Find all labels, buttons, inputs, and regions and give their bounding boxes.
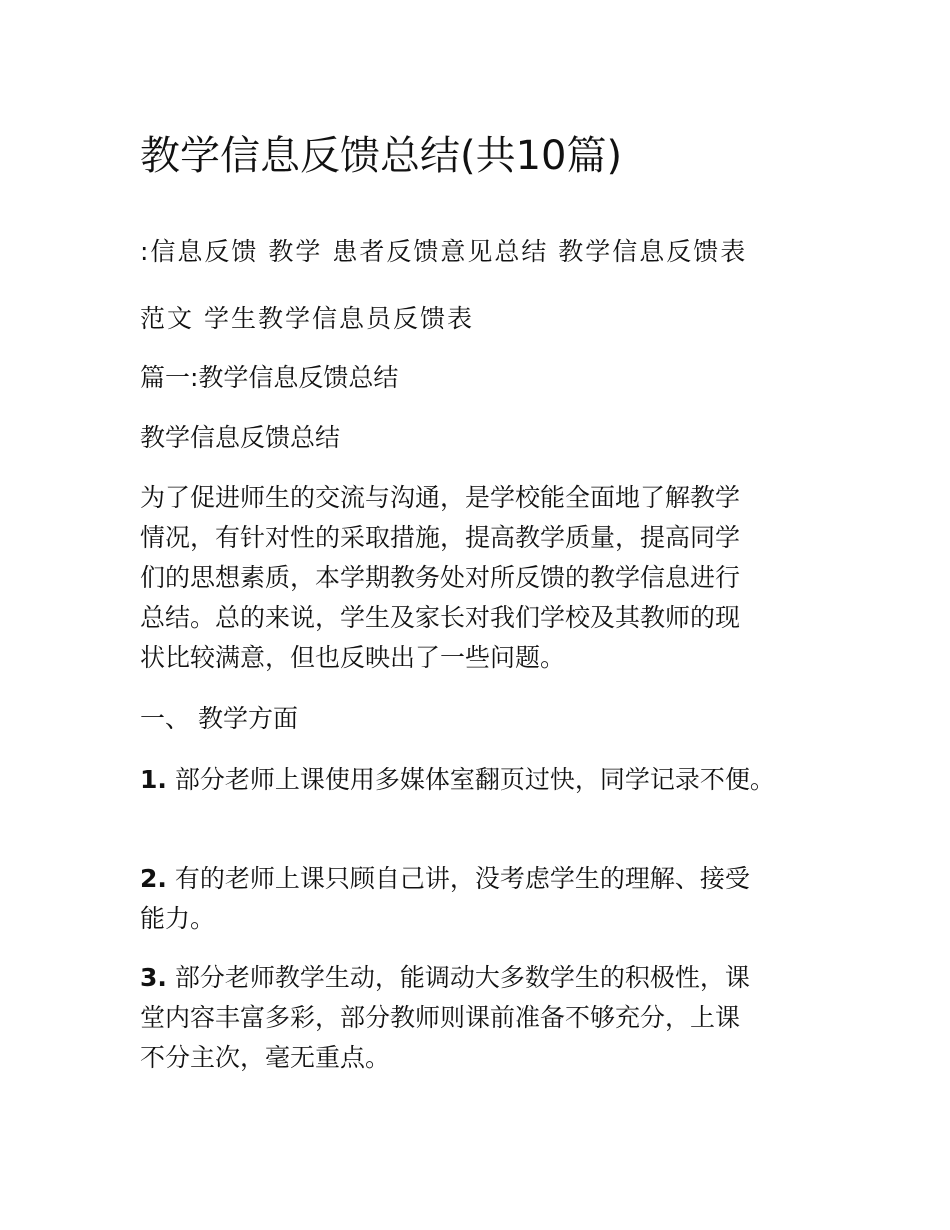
keywords-line-1: :信息反馈 教学 患者反馈意见总结 教学信息反馈表	[140, 237, 748, 266]
intro-line: 们的思想素质，本学期教务处对所反馈的教学信息进行	[140, 563, 741, 592]
chapter-heading: 篇一:教学信息反馈总结	[140, 363, 399, 392]
section-heading: 一、 教学方面	[140, 704, 298, 733]
item-3	[140, 958, 820, 1078]
item-text: 堂内容丰富多彩，部分教师则课前准备不够充分，上课	[140, 1003, 741, 1032]
item-text: 能力。	[140, 904, 216, 933]
intro-line: 总结。总的来说，学生及家长对我们学校及其教师的现	[140, 603, 741, 632]
item-2	[140, 859, 820, 939]
document-title: 教学信息反馈总结(共10篇)	[140, 133, 623, 179]
intro-paragraph	[140, 478, 820, 678]
item-text: 有的老师上课只顾自己讲，没考虑学生的理解、接受	[174, 864, 750, 893]
item-number: 1.	[140, 765, 167, 794]
item-number: 3.	[140, 963, 167, 992]
intro-line: 状比较满意，但也反映出了一些问题。	[140, 643, 566, 672]
intro-line: 为了促进师生的交流与沟通，是学校能全面地了解教学	[140, 483, 741, 512]
item-text: 不分主次，毫无重点。	[140, 1043, 391, 1072]
item-text: 部分老师上课使用多媒体室翻页过快，同学记录不便。	[174, 765, 775, 794]
keywords-line-2: 范文 学生教学信息员反馈表	[140, 304, 474, 333]
intro-line: 情况，有针对性的采取措施，提高教学质量，提高同学	[140, 523, 741, 552]
item-number: 2.	[140, 864, 167, 893]
item-text: 部分老师教学生动，能调动大多数学生的积极性，课	[174, 963, 750, 992]
sub-heading: 教学信息反馈总结	[140, 423, 341, 452]
item-1	[140, 760, 820, 800]
